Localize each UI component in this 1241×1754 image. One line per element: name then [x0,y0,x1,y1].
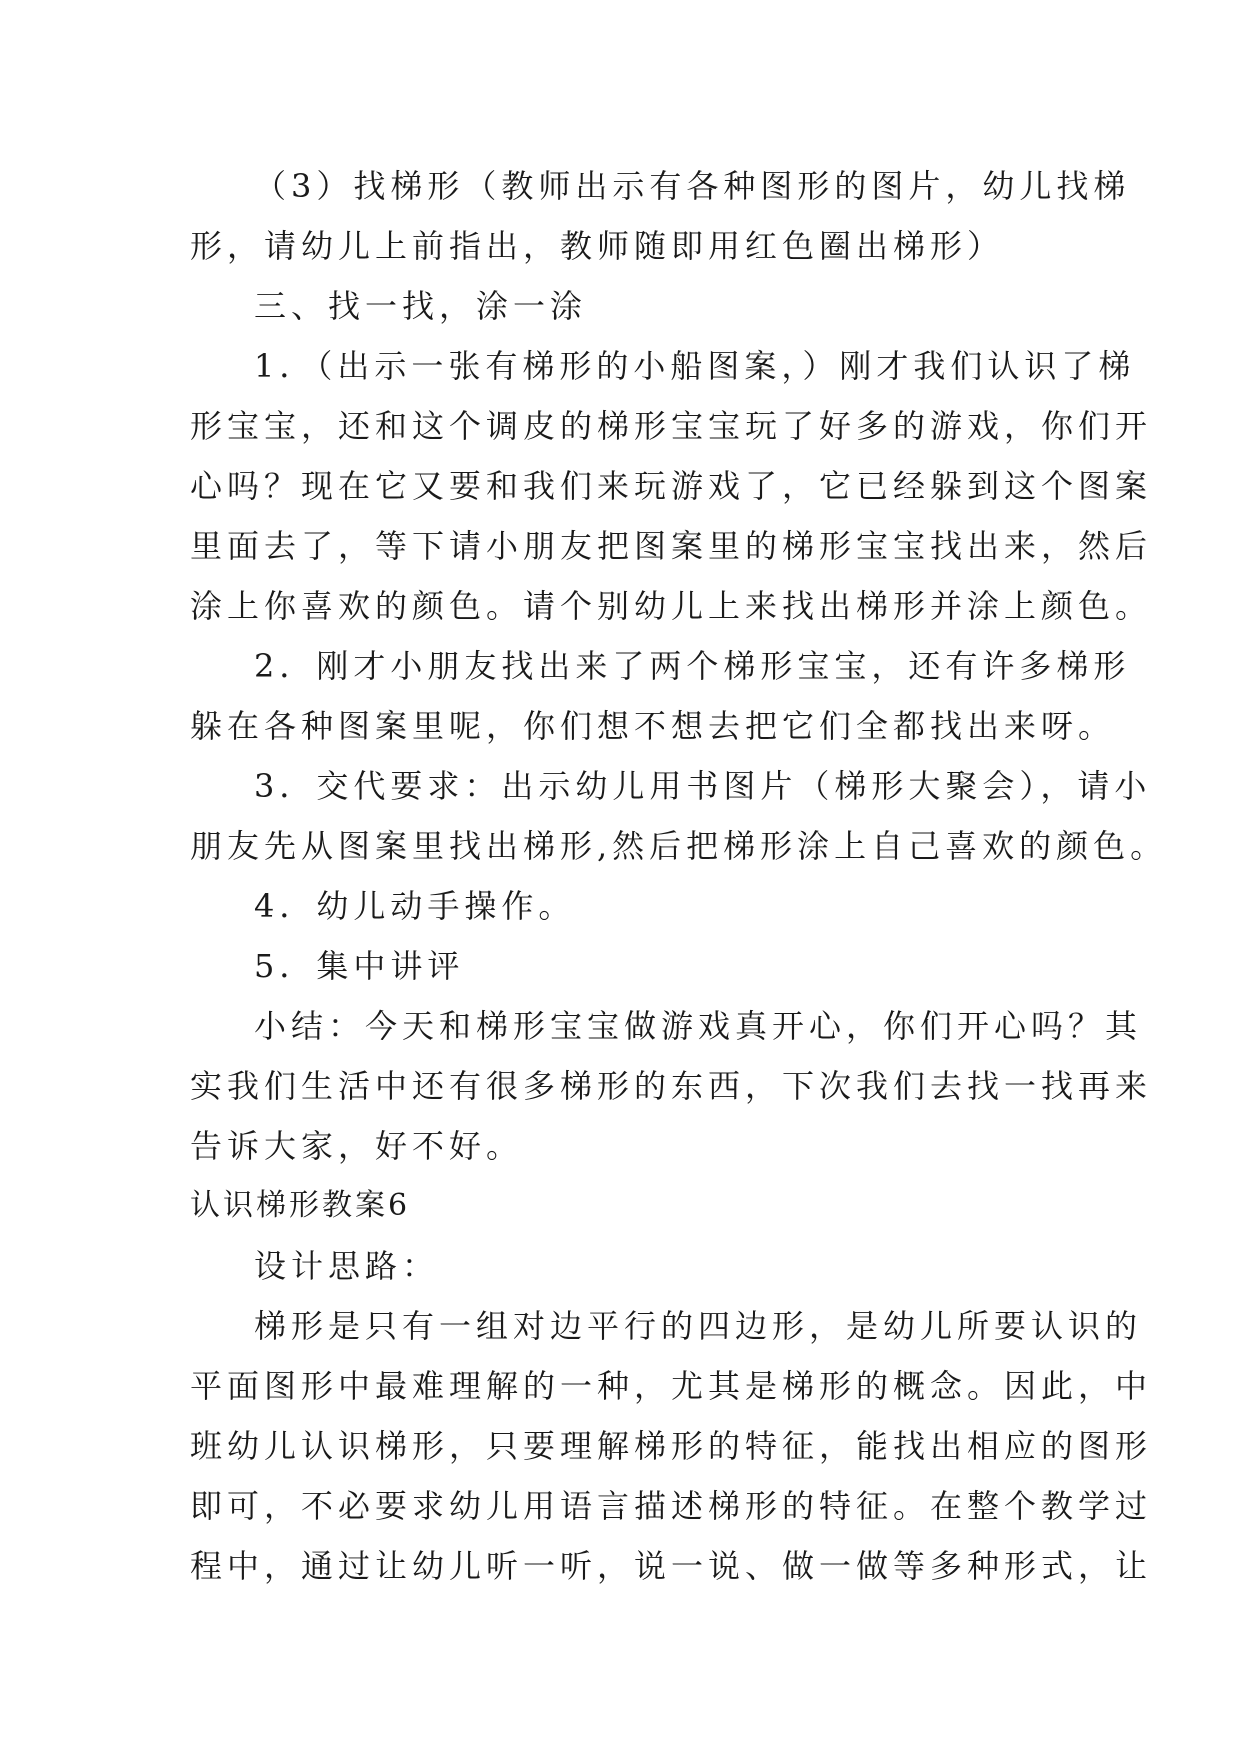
section-heading: 三、找一找，涂一涂 [254,287,588,325]
paragraph-line: 3．交代要求：出示幼儿用书图片（梯形大聚会），请小 [254,767,1152,805]
paragraph-line: （3）找梯形（教师出示有各种图形的图片，幼儿找梯 [254,167,1131,205]
paragraph-line: 4．幼儿动手操作。 [254,887,576,925]
paragraph-line: 平面图形中最难理解的一种，尤其是梯形的概念。因此，中 [190,1367,1153,1405]
paragraph-line: 实我们生活中还有很多梯形的东西，下次我们去找一找再来 [190,1067,1153,1105]
paragraph-line: 里面去了，等下请小朋友把图案里的梯形宝宝找出来，然后 [190,527,1153,565]
paragraph-line: 小结：今天和梯形宝宝做游戏真开心，你们开心吗？其 [254,1007,1143,1045]
paragraph-line: 2．刚才小朋友找出来了两个梯形宝宝，还有许多梯形 [254,647,1131,685]
paragraph-line: 形宝宝，还和这个调皮的梯形宝宝玩了好多的游戏，你们开 [190,407,1153,445]
paragraph-line: 告诉大家，好不好。 [190,1127,524,1165]
paragraph-line: 程中，通过让幼儿听一听，说一说、做一做等多种形式，让 [190,1547,1153,1585]
paragraph-line: 梯形是只有一组对边平行的四边形，是幼儿所要认识的 [254,1307,1143,1345]
document-title: 认识梯形教案6 [190,1188,411,1223]
section-heading: 设计思路： [254,1247,440,1285]
paragraph-line: 心吗？现在它又要和我们来玩游戏了，它已经躲到这个图案 [190,467,1153,505]
paragraph-line: 1．（出示一张有梯形的小船图案，）刚才我们认识了梯 [254,347,1136,385]
paragraph-line: 班幼儿认识梯形，只要理解梯形的特征，能找出相应的图形 [190,1427,1153,1465]
paragraph-line: 5．集中讲评 [254,947,465,985]
paragraph-line: 躲在各种图案里呢，你们想不想去把它们全都找出来呀。 [190,707,1116,745]
paragraph-line: 即可，不必要求幼儿用语言描述梯形的特征。在整个教学过 [190,1487,1153,1525]
paragraph-line: 涂上你喜欢的颜色。请个别幼儿上来找出梯形并涂上颜色。 [190,587,1153,625]
paragraph-line: 形，请幼儿上前指出，教师随即用红色圈出梯形） [190,227,1005,265]
paragraph-line: 朋友先从图案里找出梯形,然后把梯形涂上自己喜欢的颜色。 [190,827,1168,865]
